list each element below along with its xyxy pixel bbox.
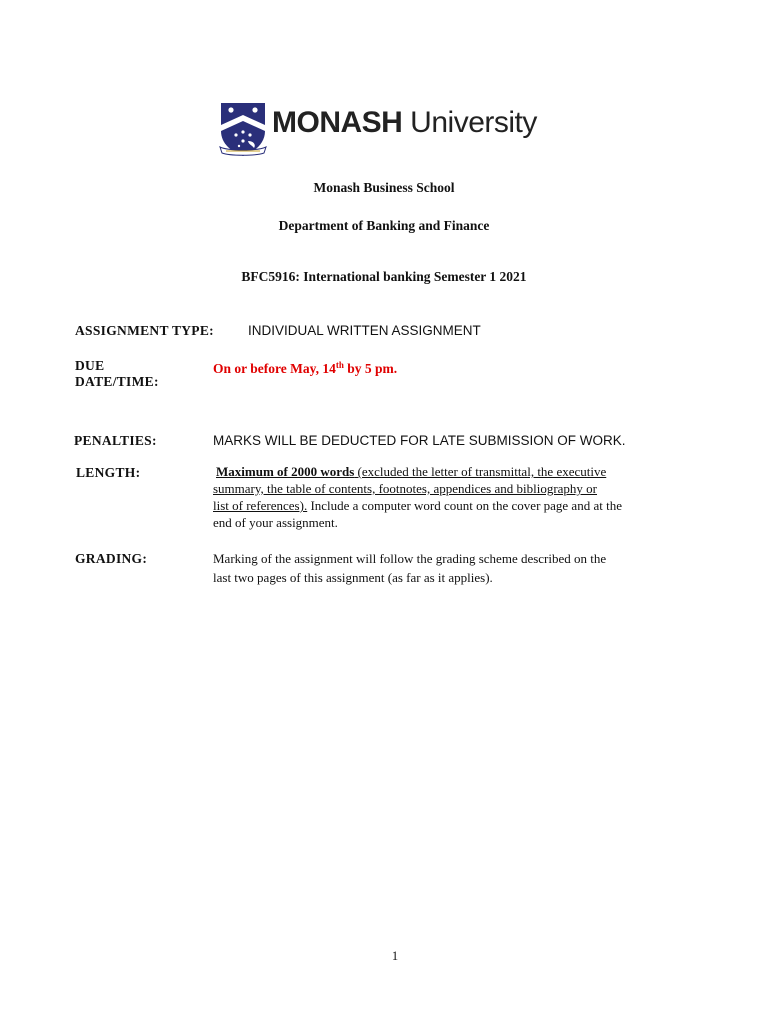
length-label: LENGTH: [76, 465, 141, 480]
logo-wordmark [272, 105, 537, 141]
length-line-4: end of your assignment. [213, 515, 338, 530]
penalties-label: PENALTIES: [74, 433, 157, 448]
due-label-line1: DUE [75, 358, 105, 373]
assignment-type-label: ASSIGNMENT TYPE: [75, 323, 214, 338]
department-name: Department of Banking and Finance [278, 218, 490, 233]
monash-crest-shield-icon [218, 101, 268, 157]
length-line-3-rest: Include a computer word count on the cover page and at the [307, 498, 622, 513]
monash-university-logo [218, 101, 538, 157]
length-line-3-underlined: list of references). [213, 498, 308, 513]
due-date-ordinal: th [335, 360, 344, 370]
grading-description [213, 549, 713, 587]
logo-brand-bold: MONASH [272, 106, 403, 139]
grading-line-1: Marking of the assignment will follow the grading scheme described on the [213, 551, 607, 566]
grading-label: GRADING: [75, 551, 148, 566]
school-name: Monash Business School [313, 180, 455, 195]
due-date-time: by 5 pm. [343, 361, 398, 376]
grading-line-2: last two pages of this assignment (as far as it applies). [213, 570, 493, 585]
length-max-words: Maximum of 2000 words [216, 464, 355, 479]
due-label-line2: DATE/TIME: [75, 374, 159, 389]
penalties-value: MARKS WILL BE DEDUCTED FOR LATE SUBMISSION OF WORK. [213, 433, 626, 448]
page-number: 1 [391, 949, 399, 963]
due-date-main: On or before May, 14 [213, 361, 336, 376]
logo-brand-light: University [402, 106, 537, 139]
length-description [213, 463, 713, 531]
unit-title: BFC5916: International banking Semester 1 2021 [241, 269, 527, 284]
due-date-value [213, 357, 397, 377]
length-line-2: summary, the table of contents, footnotes, appendices and bibliography or [213, 481, 598, 496]
length-line-3 [213, 497, 713, 514]
assignment-type-value: INDIVIDUAL WRITTEN ASSIGNMENT [248, 323, 481, 338]
length-line-1-rest: (excluded the letter of transmittal, the executive [354, 464, 607, 479]
length-line-1 [213, 463, 713, 480]
